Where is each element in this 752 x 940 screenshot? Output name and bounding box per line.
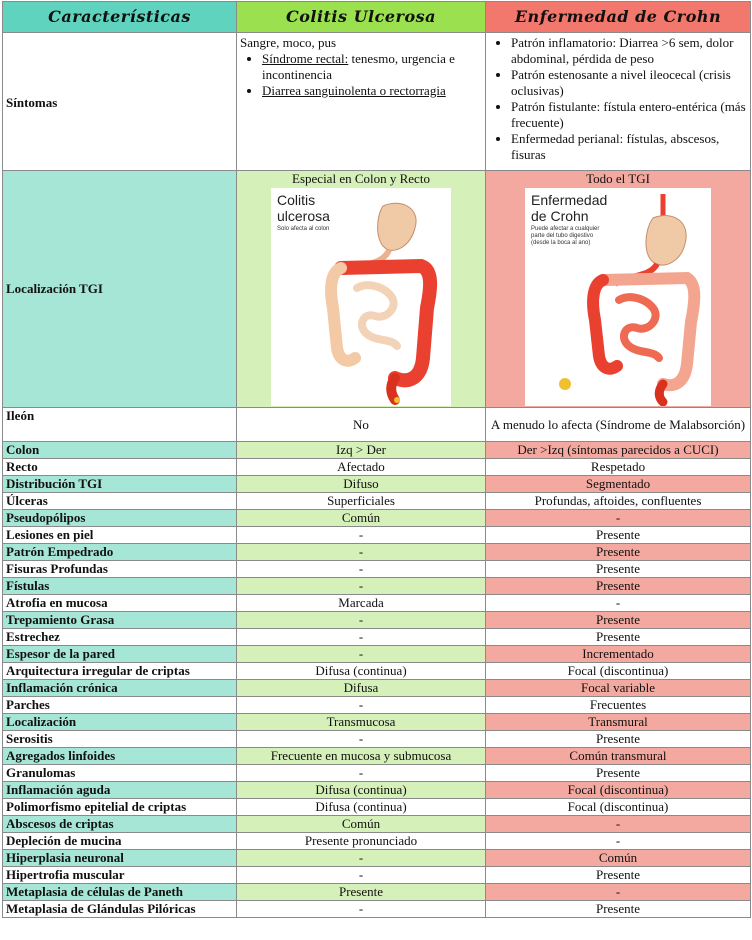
table-row <box>3 510 751 527</box>
cr-value: Der >Izq (síntomas parecidos a CUCI) <box>486 442 751 459</box>
cr-value: Incrementado <box>486 646 751 663</box>
cr-value: - <box>486 833 751 850</box>
uc-value: - <box>237 629 486 646</box>
cr-value: Focal (discontinua) <box>486 782 751 799</box>
row-label: Depleción de mucina <box>3 833 237 850</box>
header-colitis-ulcerosa: Colitis Ulcerosa <box>237 2 486 33</box>
uc-value: Difuso <box>237 476 486 493</box>
row-ileon <box>3 408 751 442</box>
cr-value: Frecuentes <box>486 697 751 714</box>
crohn-digestive-illustration <box>525 188 711 406</box>
table-row <box>3 748 751 765</box>
uc-value: Difusa (continua) <box>237 799 486 816</box>
list-item: • Patrón estenosante a nivel ileocecal (crisis oclusivas) <box>511 67 747 99</box>
figure-title-line: ulcerosa <box>277 208 330 224</box>
uc-sintomas-intro: Sangre, moco, pus <box>240 35 337 50</box>
row-label: Hiperplasia neuronal <box>3 850 237 867</box>
row-label: Polimorfismo epitelial de criptas <box>3 799 237 816</box>
row-label: Arquitectura irregular de criptas <box>3 663 237 680</box>
uc-value: Difusa (continua) <box>237 663 486 680</box>
table-row <box>3 782 751 799</box>
table-row <box>3 442 751 459</box>
list-item-underlined: Síndrome rectal: <box>262 51 349 66</box>
uc-value: - <box>237 901 486 918</box>
row-label: Fisuras Profundas <box>3 561 237 578</box>
table-row <box>3 578 751 595</box>
uc-value: - <box>237 731 486 748</box>
table-row <box>3 765 751 782</box>
cr-localizacion-cell <box>486 171 751 408</box>
cr-value: Presente <box>486 629 751 646</box>
cr-value: Presente <box>486 765 751 782</box>
uc-value: Superficiales <box>237 493 486 510</box>
colitis-colon-illustration <box>271 188 451 406</box>
figure-title <box>531 192 607 224</box>
table-row <box>3 612 751 629</box>
cr-value: A menudo lo afecta (Síndrome de Malabsorción) <box>486 408 751 442</box>
table-row <box>3 459 751 476</box>
row-label: Parches <box>3 697 237 714</box>
uc-value: Izq > Der <box>237 442 486 459</box>
figure-subtitle <box>531 226 599 247</box>
uc-value: No <box>237 408 486 442</box>
cr-sintomas-list <box>489 35 747 163</box>
cr-value: Presente <box>486 901 751 918</box>
cr-localizacion-caption: Todo el TGI <box>586 171 650 186</box>
table-row <box>3 527 751 544</box>
header-caracteristicas: Características <box>3 2 237 33</box>
row-label: Granulomas <box>3 765 237 782</box>
cr-value: Presente <box>486 578 751 595</box>
uc-localizacion-caption: Especial en Colon y Recto <box>292 171 430 186</box>
table-row <box>3 544 751 561</box>
row-label: Fístulas <box>3 578 237 595</box>
row-label: Recto <box>3 459 237 476</box>
row-label: Trepamiento Grasa <box>3 612 237 629</box>
cr-value: Común <box>486 850 751 867</box>
figure-title <box>277 192 330 224</box>
table-row <box>3 561 751 578</box>
figure-subtitle-line: parte del tubo digestivo <box>531 233 594 239</box>
header-row <box>3 2 751 33</box>
table-row <box>3 646 751 663</box>
table-row <box>3 731 751 748</box>
uc-value: Presente <box>237 884 486 901</box>
row-label: Agregados linfoides <box>3 748 237 765</box>
cr-value: - <box>486 816 751 833</box>
cr-value: Presente <box>486 544 751 561</box>
figure-title-line: Colitis <box>277 192 316 208</box>
list-item <box>262 83 482 99</box>
row-label: Lesiones en piel <box>3 527 237 544</box>
row-label: Espesor de la pared <box>3 646 237 663</box>
row-label: Hipertrofia muscular <box>3 867 237 884</box>
row-label: Localización <box>3 714 237 731</box>
uc-value: Afectado <box>237 459 486 476</box>
row-label: Localización TGI <box>3 171 237 408</box>
table-row <box>3 799 751 816</box>
cr-value: Profundas, aftoides, confluentes <box>486 493 751 510</box>
table-row <box>3 595 751 612</box>
uc-value: - <box>237 578 486 595</box>
uc-localizacion-cell <box>237 171 486 408</box>
row-label: Metaplasia de células de Paneth <box>3 884 237 901</box>
uc-value: Difusa <box>237 680 486 697</box>
figure-title-line: de Crohn <box>531 208 589 224</box>
list-item: • Enfermedad perianal: fístulas, abscesos, fisuras <box>511 131 747 163</box>
row-label: Síntomas <box>3 33 237 171</box>
uc-sintomas-list <box>240 51 482 99</box>
row-label: Estrechez <box>3 629 237 646</box>
cr-value: Respetado <box>486 459 751 476</box>
figure-title-line: Enfermedad <box>531 192 608 208</box>
table-row <box>3 663 751 680</box>
figure-subtitle: Solo afecta al colon <box>277 226 330 232</box>
table-row <box>3 850 751 867</box>
table-row <box>3 816 751 833</box>
uc-value: Difusa (continua) <box>237 782 486 799</box>
cr-value: Focal (discontinua) <box>486 799 751 816</box>
uc-value: Marcada <box>237 595 486 612</box>
uc-value: Frecuente en mucosa y submucosa <box>237 748 486 765</box>
list-item: • Patrón fistulante: fístula entero-entérica (más frecuente) <box>511 99 747 131</box>
uc-value: - <box>237 561 486 578</box>
uc-value: Común <box>237 510 486 527</box>
cr-value: - <box>486 884 751 901</box>
comparison-table <box>2 1 751 918</box>
row-localizacion-tgi <box>3 171 751 408</box>
table-row <box>3 833 751 850</box>
row-label: Inflamación aguda <box>3 782 237 799</box>
table-row <box>3 629 751 646</box>
cr-value: Focal (discontinua) <box>486 663 751 680</box>
uc-value: - <box>237 697 486 714</box>
cr-sintomas-cell <box>486 33 751 171</box>
figure-subtitle-line: (desde la boca al ano) <box>531 240 591 246</box>
uc-value: Presente pronunciado <box>237 833 486 850</box>
list-item: • Patrón inflamatorio: Diarrea >6 sem, dolor abdominal, pérdida de peso <box>511 35 747 67</box>
row-label: Metaplasia de Glándulas Pilóricas <box>3 901 237 918</box>
uc-value: - <box>237 850 486 867</box>
row-label: Ileón <box>3 408 237 442</box>
cr-value: Focal variable <box>486 680 751 697</box>
row-label: Distribución TGI <box>3 476 237 493</box>
uc-value: - <box>237 646 486 663</box>
table-row <box>3 680 751 697</box>
row-label: Abscesos de criptas <box>3 816 237 833</box>
table-row <box>3 697 751 714</box>
cr-value: - <box>486 510 751 527</box>
row-label: Patrón Empedrado <box>3 544 237 561</box>
uc-value: - <box>237 612 486 629</box>
row-label: Úlceras <box>3 493 237 510</box>
figure-subtitle-line: Puede afectar a cualquier <box>531 226 600 232</box>
uc-value: - <box>237 527 486 544</box>
uc-value: Común <box>237 816 486 833</box>
table-row <box>3 901 751 918</box>
table-row <box>3 867 751 884</box>
row-label: Inflamación crónica <box>3 680 237 697</box>
cr-value: Presente <box>486 867 751 884</box>
uc-sintomas-cell <box>237 33 486 171</box>
row-label: Atrofia en mucosa <box>3 595 237 612</box>
row-label: Pseudopólipos <box>3 510 237 527</box>
cr-value: Segmentado <box>486 476 751 493</box>
cr-value: Presente <box>486 561 751 578</box>
uc-value: - <box>237 544 486 561</box>
cr-value: - <box>486 595 751 612</box>
cr-value: Presente <box>486 731 751 748</box>
cr-value: Común transmural <box>486 748 751 765</box>
row-sintomas <box>3 33 751 171</box>
cr-value: Transmural <box>486 714 751 731</box>
row-label: Serositis <box>3 731 237 748</box>
table-row <box>3 714 751 731</box>
cr-value: Presente <box>486 612 751 629</box>
header-enfermedad-crohn: Enfermedad de Crohn <box>486 2 751 33</box>
uc-value: Transmucosa <box>237 714 486 731</box>
row-label: Colon <box>3 442 237 459</box>
table-row <box>3 493 751 510</box>
cr-value: Presente <box>486 527 751 544</box>
table-row <box>3 476 751 493</box>
list-item-text: tenesmo, urgencia e incontinencia <box>262 51 455 82</box>
uc-value: - <box>237 765 486 782</box>
list-item-underlined: Diarrea sanguinolenta o rectorragia <box>262 83 446 98</box>
table-row <box>3 884 751 901</box>
list-item <box>262 51 482 83</box>
uc-value: - <box>237 867 486 884</box>
